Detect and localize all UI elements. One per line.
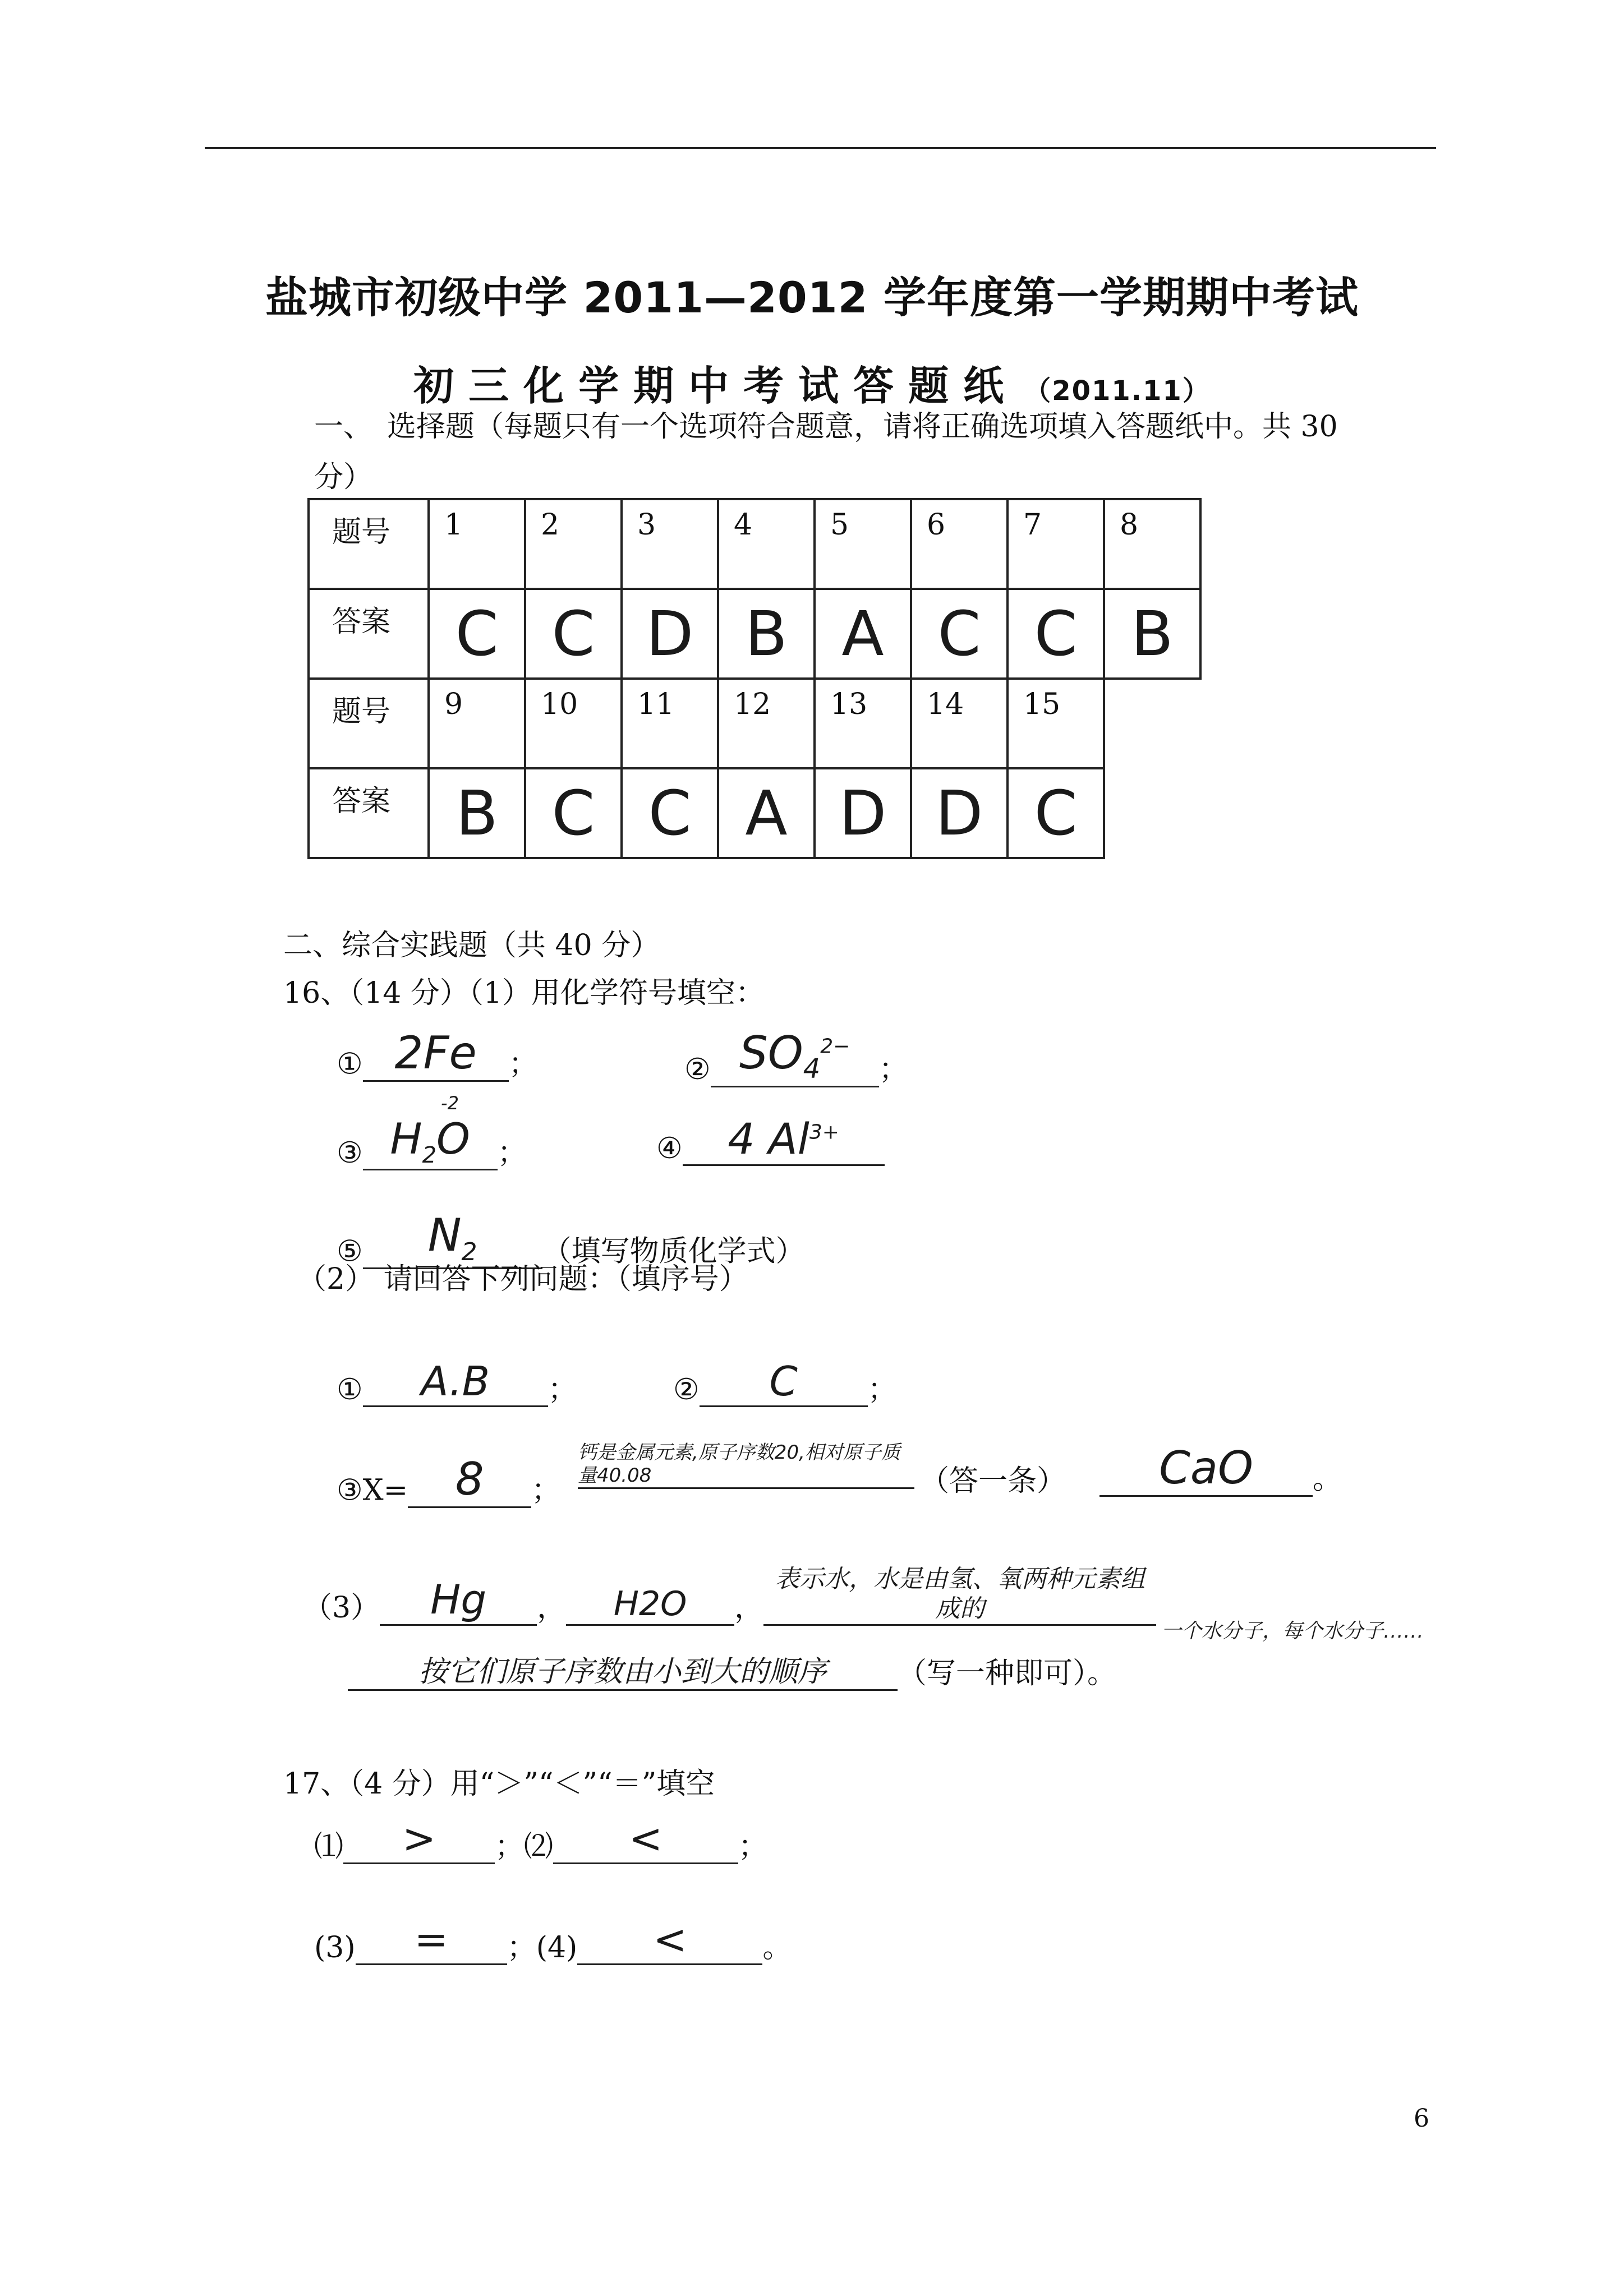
label-ans: 答案	[309, 589, 429, 679]
p2-note: （答一条）	[920, 1464, 1066, 1498]
subtitle-text: 初三化学期中考试答题纸	[413, 362, 1019, 409]
p2-answer2: C	[700, 1357, 868, 1407]
answer-h2o	[363, 1092, 498, 1170]
q17-answer3: =	[356, 1915, 507, 1965]
so4-base: SO	[739, 1027, 803, 1079]
p3-answer3: 表示水，水是由氢、氧两种元素组成的	[763, 1565, 1156, 1626]
qnum-cell: 7	[1007, 499, 1104, 589]
answer-cell: B	[718, 589, 815, 679]
subtitle-date: （2011.11）	[1024, 375, 1211, 407]
table-row	[309, 768, 1200, 858]
h2o-h: H	[390, 1114, 422, 1164]
page-subtitle	[0, 353, 1624, 412]
answer-4al	[683, 1113, 885, 1166]
h2o-o: O	[436, 1114, 470, 1164]
answer-cell: D	[622, 589, 718, 679]
qnum-cell: 1	[429, 499, 525, 589]
answer-cell: C	[525, 589, 622, 679]
answer-cell: C	[1007, 589, 1104, 679]
page-number: 6	[1414, 2104, 1429, 2133]
p3-answer1: Hg	[380, 1575, 537, 1625]
answer-2fe: 2Fe	[363, 1026, 509, 1082]
circled-5: ⑤	[337, 1234, 363, 1269]
q16-item3: ③ $H_2O$ -2 ；	[337, 1092, 527, 1170]
answer-table	[307, 498, 1202, 859]
p2-hw-line: 钙是金属元素,原子序数20,相对原子质量40.08	[578, 1441, 914, 1489]
q16-part3-line2	[348, 1654, 1116, 1691]
q17-stem: 17、（4 分）用“＞”“＜”“＝”填空	[283, 1767, 715, 1801]
circled-4: ④	[656, 1131, 683, 1165]
q17-answer1: >	[343, 1814, 495, 1864]
answer-cell: C	[1007, 768, 1104, 858]
h2o-sub: 2	[422, 1142, 437, 1169]
q16-item1: ① 2Fe ；	[337, 1027, 538, 1081]
q17-label3: (3)	[314, 1931, 356, 1965]
section1-heading: 一、 选择题（每题只有一个选项符合题意，请将正确选项填入答题纸中。共 30	[314, 410, 1338, 444]
q17-answer4: <	[577, 1915, 762, 1965]
q17-answer2: <	[553, 1814, 738, 1864]
answer-n2	[363, 1209, 542, 1269]
q17-label4: (4)	[536, 1931, 578, 1965]
qnum-cell: 10	[525, 679, 622, 768]
qnum-cell: 2	[525, 499, 622, 589]
qnum-cell: 14	[911, 679, 1007, 768]
q16-stem: 16、（14 分）（1）用化学符号填空：	[283, 976, 765, 1010]
page-title: 盐城市初级中学 2011—2012 学年度第一学期期中考试	[265, 273, 1359, 322]
h2o-valence: -2	[441, 1092, 459, 1114]
answer-cell: C	[429, 589, 525, 679]
answer-so4	[711, 1026, 879, 1087]
q16-item4	[656, 1113, 885, 1166]
qnum-cell: 11	[622, 679, 718, 768]
p2-item4: CaO 。	[1099, 1441, 1342, 1497]
p2-item3: ③X= 8 ；	[337, 1453, 561, 1507]
answer-cell: D	[815, 768, 911, 858]
circled-1: ①	[337, 1373, 363, 1407]
answer-cell: C	[911, 589, 1007, 679]
qnum-cell: 4	[718, 499, 815, 589]
circled-1: ①	[337, 1047, 363, 1081]
qnum-cell: 15	[1007, 679, 1104, 768]
qnum-cell: 8	[1104, 499, 1200, 589]
label-num: 题号	[309, 679, 429, 768]
qnum-cell: 5	[815, 499, 911, 589]
section1-heading-cont: 分）	[314, 460, 373, 494]
p3-answer3-cont: 一个水分子，每个水分子……	[1161, 1620, 1424, 1643]
so4-sub: 4	[803, 1053, 821, 1085]
n2-sub: 2	[461, 1238, 477, 1266]
answer-cell: A	[815, 589, 911, 679]
section2-heading: 二、综合实践题（共 40 分）	[283, 929, 660, 962]
q16-note5: （填写物质化学式）	[542, 1234, 805, 1269]
label-ans: 答案	[309, 768, 429, 858]
answer-cell: C	[525, 768, 622, 858]
answer-cell: C	[622, 768, 718, 858]
so4-sup: 2−	[820, 1035, 850, 1058]
q17-label1: ⑴	[314, 1830, 344, 1864]
circled-2: ②	[684, 1053, 711, 1087]
answer-cell: D	[911, 768, 1007, 858]
p2-answer4: CaO	[1099, 1441, 1313, 1497]
p3-answer2: H2O	[566, 1584, 734, 1626]
table-row	[309, 589, 1200, 679]
empty-cell	[1104, 768, 1200, 858]
qnum-cell: 9	[429, 679, 525, 768]
p2-answer3: 8	[408, 1453, 531, 1508]
p2-item2: ② C ；	[673, 1358, 897, 1407]
p2-answer1: A.B	[363, 1357, 548, 1407]
al-sup: 3+	[809, 1121, 839, 1144]
al-base: 4 Al	[728, 1114, 809, 1164]
circled-3: ③	[337, 1136, 363, 1170]
n2-base: N	[427, 1209, 462, 1261]
table-row	[309, 679, 1200, 768]
qnum-cell: 3	[622, 499, 718, 589]
label-num: 题号	[309, 499, 429, 589]
circled-2: ②	[673, 1373, 700, 1407]
x-label: ③X=	[337, 1473, 408, 1507]
p3-answer4: 按它们原子序数由小到大的顺序	[348, 1654, 898, 1691]
empty-cell	[1104, 679, 1200, 768]
qnum-cell: 12	[718, 679, 815, 768]
q16-part2: （2） 请回答下列问题：（填序号）	[297, 1262, 748, 1296]
p3-note: （写一种即可）。	[898, 1657, 1117, 1690]
table-row	[309, 499, 1200, 589]
q17-row1: ⑴ > ；⑵ < ；	[314, 1815, 768, 1864]
p2-item1: ① A.B ；	[337, 1358, 577, 1407]
answer-cell: B	[429, 768, 525, 858]
qnum-cell: 6	[911, 499, 1007, 589]
q17-label2: ⑵	[524, 1830, 554, 1864]
q16-part3: （3） Hg ， H2O ，表示水，水是由氢、氧两种元素组成的	[303, 1565, 1156, 1626]
q16-item2: ② $SO_4^{2-}$；	[684, 1027, 908, 1087]
answer-cell: A	[718, 768, 815, 858]
qnum-cell: 13	[815, 679, 911, 768]
part3-label: （3）	[303, 1591, 380, 1625]
header-rule	[205, 147, 1436, 149]
answer-cell: B	[1104, 589, 1200, 679]
q16-item5	[337, 1209, 805, 1269]
q17-row2: (3) = ；(4) < 。	[314, 1916, 792, 1965]
